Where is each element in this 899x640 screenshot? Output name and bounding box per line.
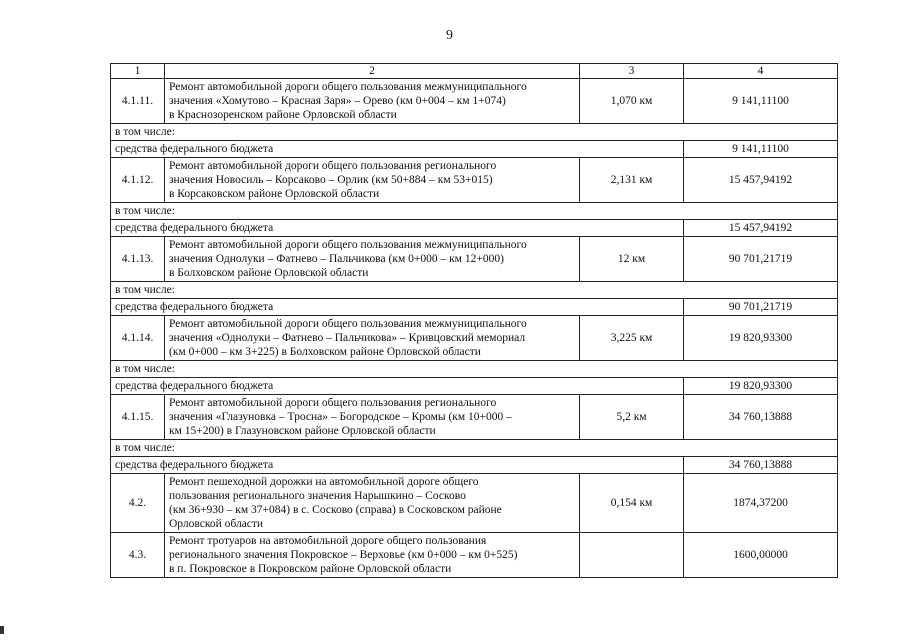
note-label: в том числе: [111,282,838,299]
federal-row [111,378,838,395]
item-number: 4.1.11. [111,79,165,124]
description-line: (км 36+930 – км 37+084) в с. Сосково (справа) в Сосковском районе [169,504,502,516]
item-description [165,237,580,282]
item-description [165,316,580,361]
item-amount: 90 701,21719 [684,237,838,282]
federal-label: средства федерального бюджета [111,457,684,474]
description-line: в Краснозоренском районе Орловской области [169,109,397,121]
description-line: регионального значения Покровское – Верховье (км 0+000 – км 0+525) [169,549,518,561]
description-line: (км 0+000 – км 3+225) в Болховском районе Орловской области [169,346,481,358]
description-line: значения «Однолуки – Фатнево – Пальчикова» – Кривцовский мемориал [169,332,526,344]
description-line: Ремонт тротуаров на автомобильной дороге общего пользования [169,535,487,547]
scan-edge-mark [0,626,4,634]
item-length [580,533,684,578]
item-description [165,474,580,533]
column-header-3: 3 [580,64,684,79]
note-row [111,282,838,299]
description-line: значения Новосиль – Корсаково – Орлик (км 50+884 – км 53+015) [169,174,493,186]
item-length: 1,070 км [580,79,684,124]
table-row [111,79,838,124]
item-amount: 34 760,13888 [684,395,838,440]
table-row [111,474,838,533]
item-number: 4.1.14. [111,316,165,361]
column-header-1: 1 [111,64,165,79]
description-line: в Корсаковском районе Орловской области [169,188,380,200]
item-length: 0,154 км [580,474,684,533]
description-line: Ремонт автомобильной дороги общего пользования межмуниципального [169,239,527,251]
description-line: в Болховском районе Орловской области [169,267,369,279]
item-length: 12 км [580,237,684,282]
description-line: значения Однолуки – Фатнево – Пальчикова (км 0+000 – км 12+000) [169,253,504,265]
note-row [111,124,838,141]
note-row [111,361,838,378]
table-header-row [111,64,838,79]
description-line: Ремонт пешеходной дорожки на автомобильной дороге общего [169,476,479,488]
item-description [165,79,580,124]
table-row [111,237,838,282]
item-number: 4.2. [111,474,165,533]
description-line: Ремонт автомобильной дороги общего пользования межмуниципального [169,81,527,93]
item-number: 4.3. [111,533,165,578]
page-number: 9 [446,28,453,43]
table-row [111,158,838,203]
description-line: Ремонт автомобильной дороги общего пользования регионального [169,160,497,172]
federal-amount: 15 457,94192 [684,220,838,237]
federal-amount: 19 820,93300 [684,378,838,395]
table-row [111,395,838,440]
item-description [165,158,580,203]
item-description [165,395,580,440]
description-line: в п. Покровское в Покровском районе Орловской области [169,563,452,575]
federal-row [111,220,838,237]
note-label: в том числе: [111,361,838,378]
note-label: в том числе: [111,124,838,141]
federal-amount: 34 760,13888 [684,457,838,474]
description-line: значения «Хомутово – Красная Заря» – Орево (км 0+004 – км 1+074) [169,95,506,107]
item-amount: 9 141,11100 [684,79,838,124]
note-row [111,440,838,457]
description-line: Ремонт автомобильной дороги общего пользования регионального [169,397,497,409]
item-length: 5,2 км [580,395,684,440]
note-label: в том числе: [111,203,838,220]
description-line: Ремонт автомобильной дороги общего пользования межмуниципального [169,318,527,330]
item-number: 4.1.13. [111,237,165,282]
item-length: 3,225 км [580,316,684,361]
description-line: значения «Глазуновка – Тросна» – Богородское – Кромы (км 10+000 – [169,411,512,423]
federal-row [111,141,838,158]
table-row [111,316,838,361]
federal-label: средства федерального бюджета [111,378,684,395]
item-amount: 19 820,93300 [684,316,838,361]
item-amount: 1874,37200 [684,474,838,533]
note-row [111,203,838,220]
federal-amount: 90 701,21719 [684,299,838,316]
works-table [110,63,838,578]
description-line: Орловской области [169,518,264,530]
item-amount: 1600,00000 [684,533,838,578]
description-line: км 15+200) в Глазуновском районе Орловской области [169,425,436,437]
federal-label: средства федерального бюджета [111,141,684,158]
column-header-4: 4 [684,64,838,79]
item-number: 4.1.12. [111,158,165,203]
federal-label: средства федерального бюджета [111,299,684,316]
description-line: пользования регионального значения Нарышкино – Сосково [169,490,466,502]
item-amount: 15 457,94192 [684,158,838,203]
table-row [111,533,838,578]
item-length: 2,131 км [580,158,684,203]
note-label: в том числе: [111,440,838,457]
item-number: 4.1.15. [111,395,165,440]
federal-label: средства федерального бюджета [111,220,684,237]
column-header-2: 2 [165,64,580,79]
federal-amount: 9 141,11100 [684,141,838,158]
federal-row [111,457,838,474]
federal-row [111,299,838,316]
item-description [165,533,580,578]
